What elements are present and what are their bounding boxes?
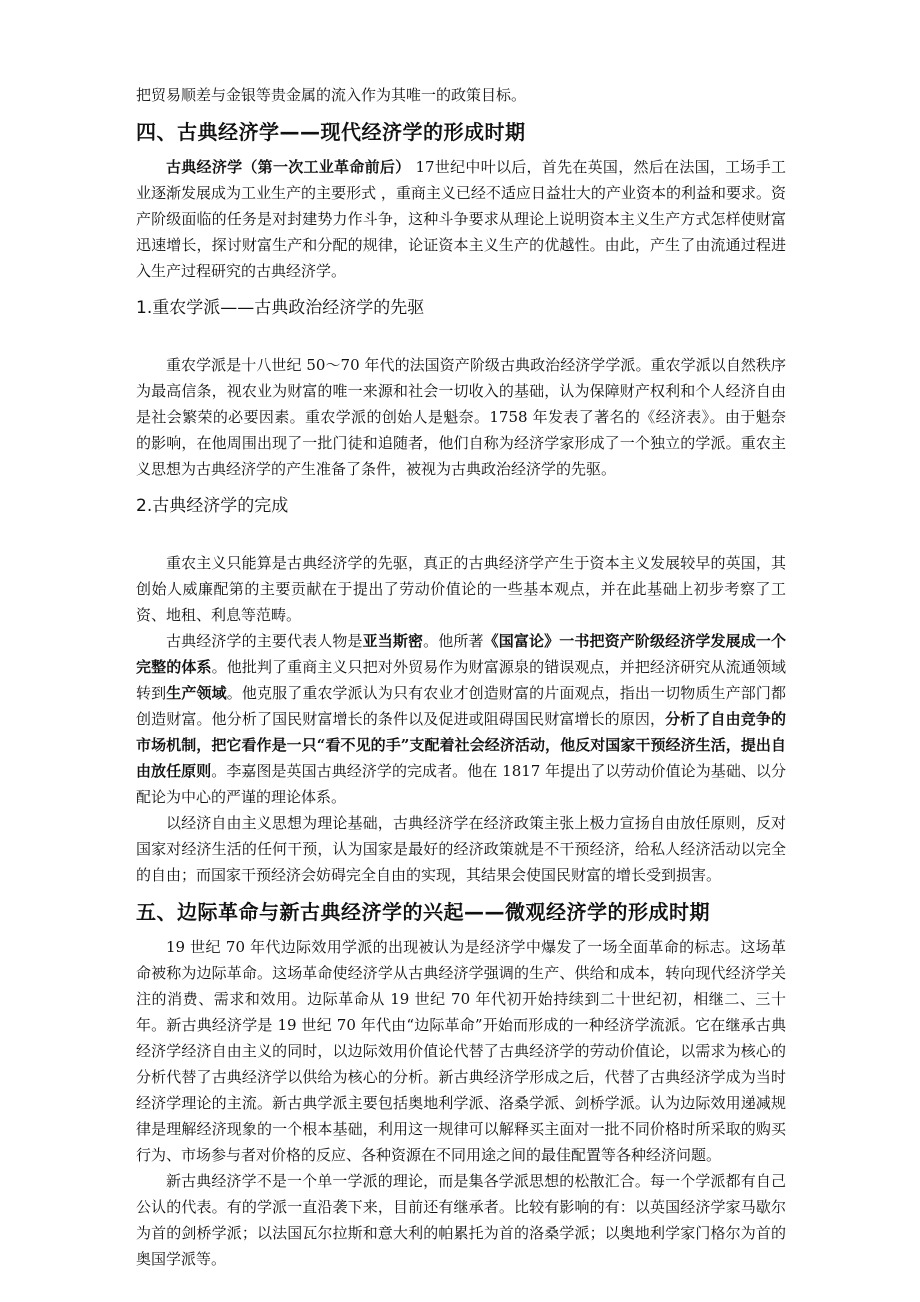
- document-page: [136, 82, 786, 1272]
- smith-bold-4: 分析了自由竞争的市场机制，把它看作是一只“看不见的手”支配着社会经济活动，他反对国家干预经济生活，提出自由放任原则: [136, 710, 786, 780]
- spacer: [136, 324, 786, 352]
- paragraph-smith: [136, 628, 786, 810]
- paragraph-marginal-revolution: 19 世纪 70 年代边际效用学派的出现被认为是经济学中爆发了一场全面革命的标志。这场革命被称为边际革命。这场革命使经济学从古典经济学强调的生产、供给和成本，转向现代经济学关注的消费、需求和效用。边际革命从 19 世纪 70 年代初开始持续到二十世纪初，相继二、三十年。新古典经济学是 19 世纪 70 年代由“边际革命”开始而形成的一种经济学流派。它在继承古典经济学经济自由主义的同时，以边际效用价值论代替了古典经济学的劳动价值论，以需求为核心的分析代替了古典经济学以供给为核心的分析。新古典经济学形成之后，代替了古典经济学成为当时经济学理论的主流。新古典学派主要包括奥地利学派、洛桑学派、剑桥学派。认为边际效用递减规律是理解经济现象的一个根本基础，利用这一规律可以解释买主面对一批不同价格时所采取的购买行为、市场参与者对价格的反应、各种资源在不同用途之间的最佳配置等各种经济问题。: [136, 938, 786, 1164]
- smith-bold-2: 《国富论》一书把资产阶级经济学发展成一个完整的体系: [136, 632, 786, 676]
- smith-text-2: 。他所著: [423, 632, 484, 650]
- smith-bold-3: 生产领域: [166, 684, 227, 702]
- smith-text-5: 。李嘉图是英国古典经济学的完成者。他在 1817 年提出了以劳动价值论为基础、以分配论为中心的严谨的理论体系。: [136, 762, 786, 806]
- paragraph-neoclassical-schools: 新古典经济学不是一个单一学派的理论，而是集各学派思想的松散汇合。每一个学派都有自己公认的代表。有的学派一直沿袭下来，目前还有继承者。比较有影响的有：以英国经济学家马歇尔为首的剑桥学派；以法国瓦尔拉斯和意大利的帕累托为首的洛桑学派；以奥地利学家门格尔为首的奥国学派等。: [136, 1172, 786, 1268]
- paragraph-classical-intro: [136, 154, 786, 284]
- smith-bold-1: 亚当斯密: [362, 632, 424, 650]
- heading-physiocrats: 1.重农学派——古典政治经济学的先驱: [136, 298, 425, 318]
- smith-text-4: 。他克服了重农学派认为只有农业才创造财富的片面观点，指出一切物质生产部门都创造财富。他分析了国民财富增长的条件以及促进或阻碍国民财富增长的原因，: [136, 684, 786, 728]
- classical-intro-text: 17世纪中叶以后，首先在英国，然后在法国，工场手工业逐渐发展成为工业生产的主要形式 ，重商主义已经不适应日益壮大的产业资本的利益和要求。资产阶级面临的任务是对封建势力作斗争，这种斗争要求从理论上说明资本主义生产方式怎样使财富迅速增长，探讨财富生产和分配的规律，论证资本主义生产的优越性。由此，产生了由流通过程进入生产过程研究的古典经济学。: [136, 158, 786, 280]
- heading-section-4: 四、古典经济学——现代经济学的形成时期: [136, 120, 526, 144]
- spacer: [136, 522, 786, 550]
- paragraph-physiocrats: 重农学派是十八世纪 50～70 年代的法国资产阶级古典政治经济学学派。重农学派以自然秩序为最高信条，视农业为财富的唯一来源和社会一切收入的基础，认为保障财产权利和个人经济自由是社会繁荣的必要因素。重农学派的创始人是魁奈。1758 年发表了著名的《经济表》。由于魁奈的影响，在他周围出现了一批门徒和追随者，他们自称为经济学家形成了一个独立的学派。重农主义思想为古典经济学的产生准备了条件，被视为古典政治经济学的先驱。: [136, 356, 786, 478]
- classical-lead-bold: 古典经济学（第一次工业革命前后）: [166, 158, 411, 176]
- heading-section-5: 五、边际革命与新古典经济学的兴起——微观经济学的形成时期: [136, 900, 710, 924]
- paragraph-petty: 重农主义只能算是古典经济学的先驱，真正的古典经济学产生于资本主义发展较早的英国，其创始人威廉配第的主要贡献在于提出了劳动价值论的一些基本观点，并在此基础上初步考察了工资、地租、利息等范畴。: [136, 554, 786, 624]
- smith-text-3: 。他批判了重商主义只把对外贸易作为财富源泉的错误观点，并把经济研究从流通领域转到: [136, 658, 786, 702]
- heading-classical-completion: 2.古典经济学的完成: [136, 496, 289, 516]
- paragraph-mercantilism-end: 把贸易顺差与金银等贵金属的流入作为其唯一的政策目标。: [136, 86, 527, 104]
- smith-text-1: 古典经济学的主要代表人物是: [166, 632, 363, 650]
- paragraph-laissez-faire: 以经济自由主义思想为理论基础，古典经济学在经济政策主张上极力宣扬自由放任原则，反对国家对经济生活的任何干预，认为国家是最好的经济政策就是不干预经济，给私人经济活动以完全的自由；而国家干预经济会妨碍完全自由的实现，其结果会使国民财富的增长受到损害。: [136, 814, 786, 884]
